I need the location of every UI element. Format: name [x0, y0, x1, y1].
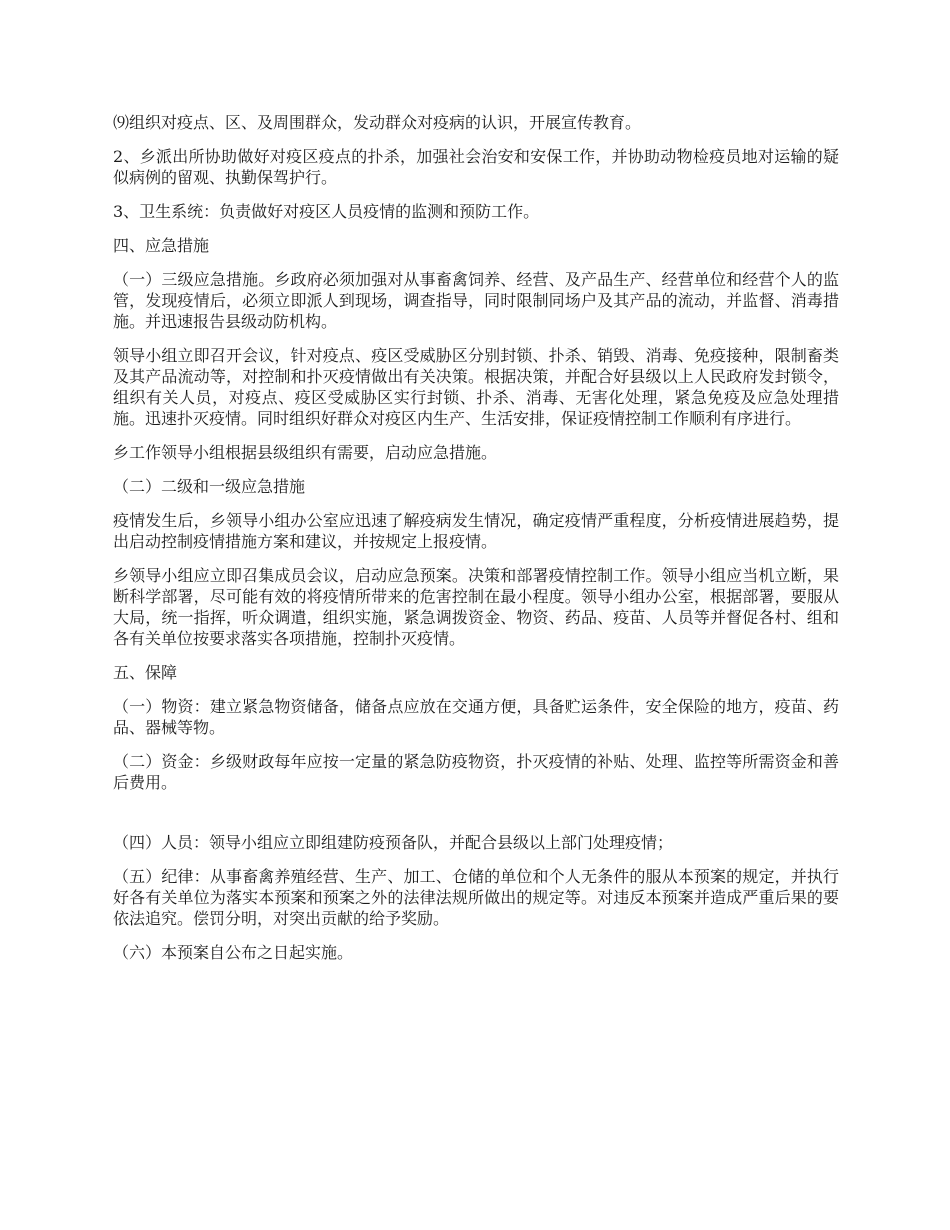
subheading-level2-level1: （二）二级和一级应急措施	[113, 477, 306, 496]
paragraph-effective-date: （六）本预案自公布之日起实施。	[113, 943, 354, 962]
paragraph-personnel: （四）人员：领导小组应立即组建防疫预备队，并配合县级以上部门处理疫情；	[113, 833, 674, 852]
paragraph-start-measures: 乡工作领导小组根据县级组织有需要，启动应急措施。	[113, 443, 498, 462]
section-heading-emergency-measures: 四、应急措施	[113, 236, 210, 255]
paragraph-police-assist: 2、乡派出所协助做好对疫区疫点的扑杀，加强社会治安和安保工作，并协助动物检疫员地对运输的疑似病例的留观、执勤保驾护行。	[113, 147, 839, 187]
paragraph-discipline: （五）纪律：从事畜禽养殖经营、生产、加工、仓储的单位和个人无条件的服从本预案的规定，并执行好各有关单位为落实本预案和预案之外的法律法规所做出的规定等。对违反本预案并造成严重后果的要依法追究。偿罚分明，对突出贡献的给予奖励。	[113, 867, 839, 928]
paragraph-leadership-meeting: 领导小组立即召开会议，针对疫点、疫区受威胁区分别封锁、扑杀、销毁、消毒、免疫接种，限制畜类及其产品流动等，对控制和扑灭疫情做出有关决策。根据决策，并配合好县级以上人民政府发封锁令，组织有关人员，对疫点、疫区受威胁区实行封锁、扑杀、消毒、无害化处理，紧急免疫及应急处理措施。迅速扑灭疫情。同时组织好群众对疫区内生产、生活安排，保证疫情控制工作顺利有序进行。	[113, 346, 839, 428]
paragraph-funds: （二）资金：乡级财政每年应按一定量的紧急防疫物资，扑灭疫情的补贴、处理、监控等所需资金和善后费用。	[113, 752, 839, 792]
section-heading-guarantee: 五、保障	[113, 663, 178, 682]
paragraph-level3-measures: （一）三级应急措施。乡政府必须加强对从事畜禽饲养、经营、及产品生产、经营单位和经营个人的监管，发现疫情后，必须立即派人到现场，调查指导，同时限制同场户及其产品的流动，并监督、消毒措施。并迅速报告县级动防机构。	[113, 270, 839, 331]
document-body	[113, 112, 839, 976]
paragraph-after-outbreak: 疫情发生后，乡领导小组办公室应迅速了解疫病发生情况，确定疫情严重程度，分析疫情进展趋势，提出启动控制疫情措施方案和建议，并按规定上报疫情。	[113, 511, 839, 551]
paragraph-materials: （一）物资：建立紧急物资储备，储备点应放在交通方便，具备贮运条件，安全保险的地方，疫苗、药品、器械等物。	[113, 697, 839, 737]
paragraph-item-9: ⑼组织对疫点、区、及周围群众，发动群众对疫病的认识，开展宣传教育。	[113, 113, 642, 132]
paragraph-convene-members: 乡领导小组应立即召集成员会议，启动应急预案。决策和部署疫情控制工作。领导小组应当机立断，果断科学部署，尽可能有效的将疫情所带来的危害控制在最小程度。领导小组办公室，根据部署，要服从大局，统一指挥，听众调遣，组织实施，紧急调拨资金、物资、药品、疫苗、人员等并督促各村、组和各有关单位按要求落实各项措施，控制扑灭疫情。	[113, 566, 839, 648]
paragraph-health-system: 3、卫生系统：负责做好对疫区人员疫情的监测和预防工作。	[113, 202, 540, 221]
